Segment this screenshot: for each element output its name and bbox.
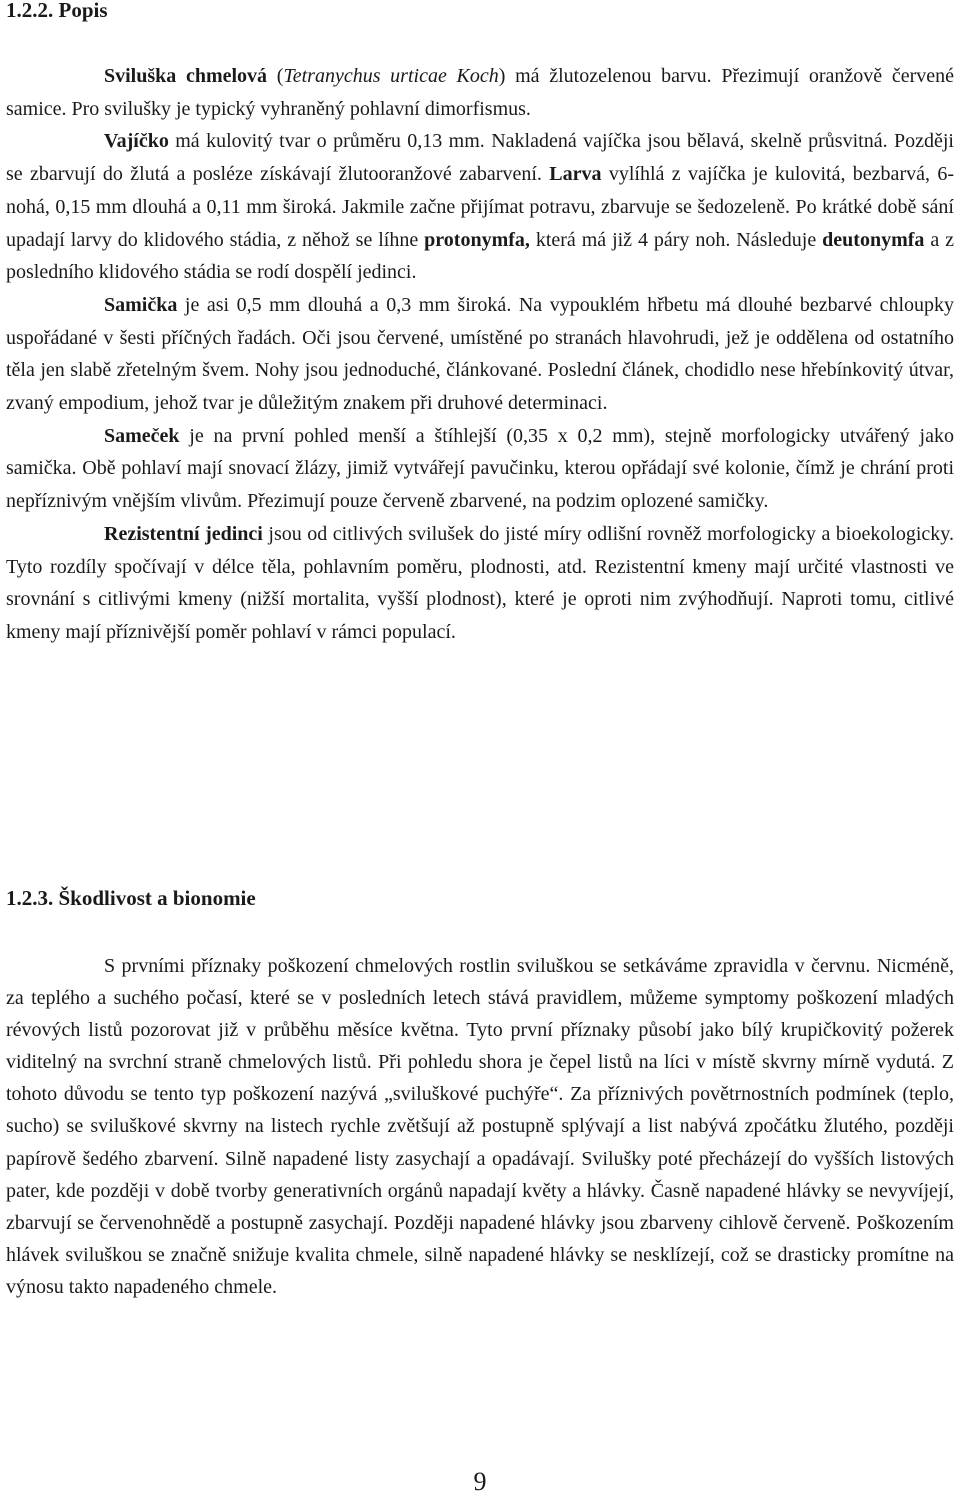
section-heading-skodlivost: 1.2.3. Škodlivost a bionomie	[6, 886, 256, 910]
text-egg: má kulovitý tvar o průměru 0,13 mm. Nakladená vajíčka jsou bělavá, skelně průsvitná. Později se zbarvují do žlutá a posléze získávají žlutooranžové zabarvení.	[6, 130, 954, 186]
term-larva: Larva	[549, 163, 602, 186]
section-body-popis	[6, 60, 954, 649]
section-body-skodlivost	[6, 950, 954, 1303]
paragraph-samicka	[6, 289, 954, 420]
term-samecek: Sameček	[104, 424, 180, 447]
paragraph-samecek	[6, 420, 954, 518]
term-protonymfa: protonymfa,	[424, 228, 530, 251]
paragraph-development-stages	[6, 125, 954, 289]
text-latin-open: (	[267, 65, 284, 87]
text-rezistentni: jsou od citlivých svilušek do jisté míry odlišní rovněž morfologicky a bioekologicky. Tyto rozdíly spočívají v délce těla, pohlavním poměru, plodnosti, atd. Rezistentní kmeny mají určité vlastnosti ve srovnání s citlivými kmeny (nižší mortalita, vyšší plodnost), které je oproti nim zvýhodňují. Naproti tomu, citlivé kmeny mají příznivější poměr pohlaví v rámci populací.	[6, 522, 955, 643]
paragraph-intro	[6, 60, 954, 125]
term-sviluska-chmelova: Sviluška chmelová	[104, 65, 268, 87]
text-intro-rest: ) má žlutozelenou barvu. Přezimují oranžově červené samice. Pro svilušky je typický vyhraněný pohlavní dimorfismus.	[6, 65, 954, 120]
text-samecek: je na první pohled menší a štíhlejší (0,35 x 0,2 mm), stejně morfologicky utvářený jako samička. Obě pohlaví mají snovací žlázy, jimiž vytvářejí pavučinku, kterou opřádají své kolonie, čímž je chrání proti nepříznivým vnějším vlivům. Přezimují pouze červeně zbarvené, na podzim oplozené samičky.	[6, 424, 954, 513]
text-larva: vylíhlá z vajíčka je kulovitá, bezbarvá, 6-nohá, 0,15 mm dlouhá a 0,11 mm široká. Jakmile začne přijímat potravu, zbarvuje se šedozeleně. Po krátké době sání upadají larvy do klidového stádia, z něhož se líhne	[6, 163, 954, 251]
section-heading-popis: 1.2.2. Popis	[6, 0, 108, 22]
paragraph-skodlivost: S prvními příznaky poškození chmelových rostlin sviluškou se setkáváme zpravidla v červnu. Nicméně, za teplého a suchého počasí, které se v posledních letech stává pravidlem, můžeme symptomy poškození mladých révových listů pozorovat již v průběhu měsíce května. Tyto první příznaky působí jako bílý krupičkovitý požerek viditelný na svrchní straně chmelových listů. Při pohledu shora je čepel listů na líci v místě skvrny mírně vydutá. Z tohoto důvodu se tento typ poškození nazývá „sviluškové puchýře“. Za příznivých povětrnostních podmínek (teplo, sucho) se sviluškové skvrny na listech rychle zvětšují až postupně splývají a list nabývá zpočátku žlutého, později papírově šedého zbarvení. Silně napadené listy zasychají a opadávají. Svilušky poté přecházejí do vyšších listových pater, kde později v době tvorby generativních orgánů napadají květy a hlávky. Časně napadené hlávky se nevyvíjejí, zbarvují se červenohnědě a postupně zasychají. Později napadené hlávky jsou zbarveny cihlově červeně. Poškozením hlávek sviluškou se značně snižuje kvalita chmele, silně napadené hlávky se nesklízejí, což se drasticky promítne na výnosu takto napadeného chmele.	[6, 955, 954, 1298]
text-deutonymfa: a z posledního klidového stádia se rodí dospělí jedinci.	[6, 228, 954, 284]
text-protonymfa: která má již 4 páry noh. Následuje	[529, 228, 823, 251]
latin-species-name: Tetranychus urticae Koch	[283, 65, 499, 87]
term-samicka: Samička	[104, 293, 178, 316]
text-samicka: je asi 0,5 mm dlouhá a 0,3 mm široká. Na vypouklém hřbetu má dlouhé bezbarvé chloupky uspořádané v šesti příčných řadách. Oči jsou červené, umístěné po stranách hlavohrudi, jež je oddělena od ostatního těla jen slabě zřetelným švem. Nohy jsou jednoduché, článkované. Poslední článek, chodidlo nese hřebínkovitý útvar, zvaný empodium, jehož tvar je důležitým znakem při druhové determinaci.	[6, 293, 954, 415]
term-vajicko: Vajíčko	[104, 130, 169, 153]
term-deutonymfa: deutonymfa	[822, 228, 925, 251]
page-number: 9	[473, 1467, 487, 1496]
paragraph-rezistentni	[6, 518, 954, 649]
term-rezistentni-jedinci: Rezistentní jedinci	[104, 522, 263, 545]
